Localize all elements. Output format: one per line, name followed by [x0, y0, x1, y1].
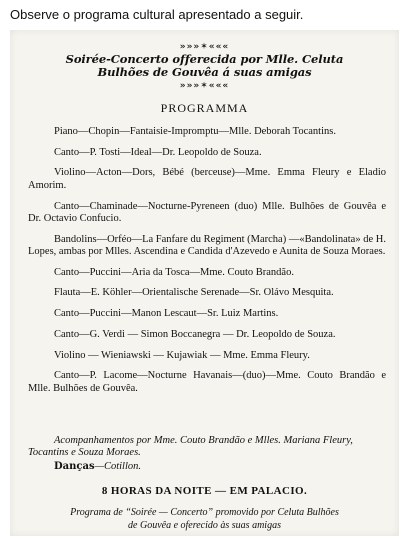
program-title: PROGRAMMA	[160, 101, 249, 115]
program-item: Piano—Chopin—Fantaisie-Impromptu—Mlle. Deborah Tocantins.	[54, 126, 336, 137]
ornament-top: »»»✶«««	[179, 42, 230, 52]
source-caption	[10, 506, 399, 532]
program-item: Canto—Puccini—Aria da Tosca—Mme. Couto Brandão.	[54, 266, 294, 278]
program-item: Canto—Puccini—Manon Lescaut—Sr. Luiz Martins.	[54, 308, 279, 320]
accompaniment-note: Acompanhamentos por Mme. Couto Brandão e Mlles. Mariana Fleury, Tocantins e Souza Moraes.	[28, 435, 353, 459]
program-item: Canto—P. Lacome—Nocturne Havanais—(duo)—Mme. Couto Brandão e Mlle. Bulhões de Gouvêa.	[28, 370, 386, 394]
caption-line-2: de Gouvêa e oferecido às suas amigas	[128, 520, 281, 531]
header-line-1: Soirée-Concerto offerecida por Mlle. Celuta	[65, 52, 344, 66]
caption-line-1: Programa de “Soirée — Concerto” promovido por Celuta Bulhões	[70, 507, 339, 518]
program-item: Canto—G. Verdi — Simon Boccanegra — Dr. Leopoldo de Souza.	[54, 328, 336, 340]
program-item: Violino—Acton—Dors, Bébé (berceuse)—Mme. Emma Fleury e Eladio Amorim.	[28, 167, 386, 191]
program-item: Canto—Chaminade—Nocturne-Pyreneen (duo) Mlle. Bulhões de Gouvêa e Dr. Octavio Confucio.	[28, 200, 386, 224]
event-time: 8 HORAS DA NOITE — EM PALACIO.	[101, 485, 308, 497]
program-items	[28, 126, 386, 403]
program-item: Violino — Wieniawski — Kujawiak — Mme. Emma Fleury.	[54, 349, 310, 361]
program-item: Bandolins—Orféo—La Fanfare du Regiment (Marcha) —«Bandolinata» de H. Lopes, ambas por Mlles. Ascendina e Candida d'Azevedo e Aunita de Souza Moraes.	[28, 233, 386, 258]
question-prompt: Observe o programa cultural apresentado a seguir.	[10, 7, 304, 22]
program-header	[20, 53, 389, 79]
header-line-2: Bulhões de Gouvêa á suas amigas	[97, 65, 312, 79]
program-item: Canto—P. Tosti—Ideal—Dr. Leopoldo de Souza.	[54, 146, 262, 158]
dances-label: Danças	[54, 461, 95, 472]
program-scan	[10, 30, 399, 536]
program-item: Flauta—E. Köhler—Orientalische Serenade—Sr. Olávo Mesquita.	[54, 287, 334, 299]
ornament-bottom: »»»✶«««	[179, 81, 230, 91]
dances-value: —Cotillon.	[94, 461, 142, 472]
dances-line	[54, 461, 141, 472]
